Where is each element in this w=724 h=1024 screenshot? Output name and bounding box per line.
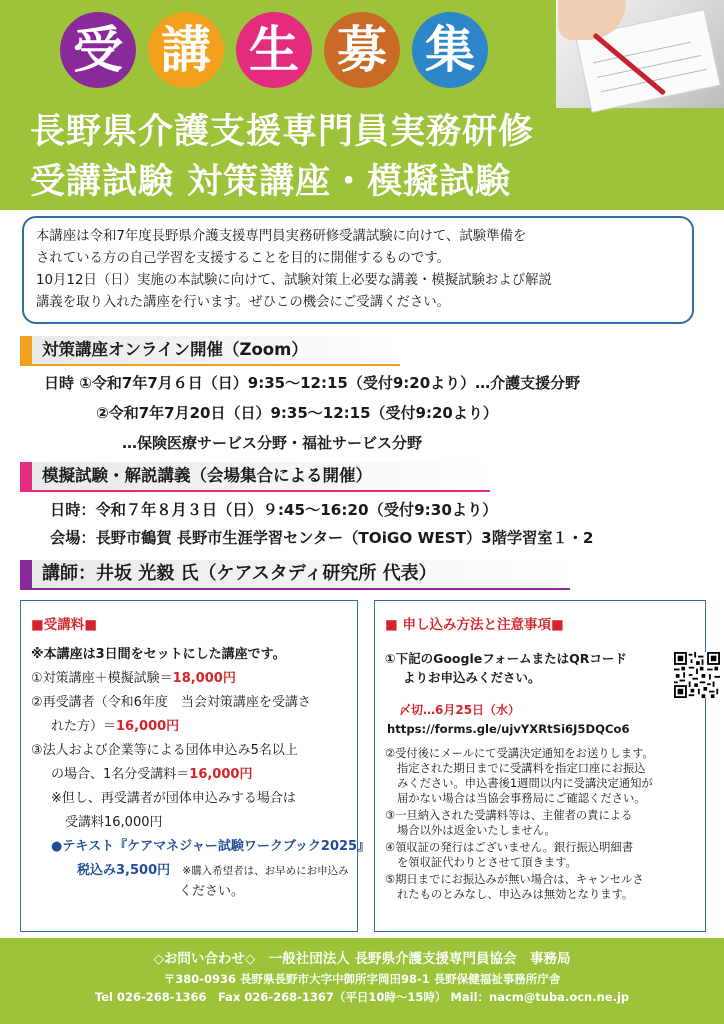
textbook-price-row (31, 859, 347, 883)
section-underline (20, 364, 400, 366)
section-lecturer-heading (20, 560, 570, 588)
section-marker (20, 560, 32, 588)
online-date-1: 日時 ①令和7年7月６日（日）9:35～12:15（受付9:20より）…介護支援分野 (44, 374, 581, 392)
fee-item-1: ①対策講座＋模擬試験＝18,000円 (31, 671, 236, 686)
mock-exam-date: 日時：令和７年８月３日（日）９:45～16:20（受付9:30より） (50, 501, 498, 519)
intro-line: されている方の自己学習を支援することを目的に開催するものです。 (36, 251, 451, 266)
textbook-note-cont: ください。 (179, 884, 245, 899)
fee-item-2: ②再受講者（令和6年度 当会対策講座を受講さ (31, 695, 311, 710)
badge-3: 生 (236, 12, 312, 88)
fee-item-3-note-cont: 受講料16,000円 (65, 815, 163, 830)
textbook-name: ●テキスト『ケアマネジャー試験ワークブック2025』 (51, 839, 371, 854)
fee-item-2-cont: れた方）＝16,000円 (51, 719, 180, 734)
section-online-heading (20, 336, 400, 364)
badge-4: 募 (324, 12, 400, 88)
textbook-note: ※購入希望者は、お早めにお申込み (182, 865, 349, 877)
contact-address: 〒380-0936 長野県長野市大字中御所字岡田98-1 長野保健福祉事務所庁舎 (163, 972, 561, 986)
application-note: ④領収証の発行はございません。銀行振込明細書 を領収証代わりとさせて頂きます。 (385, 841, 634, 869)
qr-code-icon[interactable] (674, 652, 720, 698)
section-mock-exam-heading (20, 462, 490, 490)
application-note: ②受付後にメールにて受講決定通知をお送りします。 指定された期日までに受講料を指定口座にお振込 みください。申込書後1週間以内に受講決定通知が 届かない場合は当協会事務局にご確認ください。 (385, 747, 654, 805)
badge-2: 講 (148, 12, 224, 88)
intro-box (22, 216, 694, 324)
fee-note: ※本講座は3日間をセットにした講座です。 (31, 647, 286, 662)
mock-exam-venue: 会場：長野市鶴賀 長野市生涯学習センター（TOiGO WEST）3階学習室１・2 (50, 529, 594, 547)
contact-footer (0, 938, 724, 1024)
application-note: ⑤期日までにお振込みが無い場合は、キャンセルさ れたものとみなし、申込みは無効となります。 (385, 873, 644, 901)
fee-price: 16,000円 (116, 719, 180, 734)
section-title: 対策講座オンライン開催（Zoom） (42, 340, 308, 359)
application-step-1: ①下記のGoogleフォームまたはQRコード (385, 651, 627, 666)
contact-heading: ◇お問い合わせ◇ 一般社団法人 長野県介護支援専門員協会 事務局 (153, 951, 571, 967)
badge-5: 集 (412, 12, 488, 88)
section-title: 講師：井坂 光毅 氏（ケアスタディ研究所 代表） (42, 563, 437, 584)
textbook-price: 税込み3,500円 (77, 863, 171, 878)
online-date-2-topic: …保険医療サービス分野・福祉サービス分野 (122, 434, 423, 452)
online-date-2: ②令和7年7月20日（日）9:35～12:15（受付9:20より） (96, 404, 498, 422)
google-form-link[interactable]: https://forms.gle/ujvYXRtSi6J5DQCo6 (387, 722, 630, 736)
intro-line: 10月12日（日）実施の本試験に向けて、試験対策上必要な講義・模擬試験および解説 (36, 273, 552, 288)
fee-price: 18,000円 (172, 671, 236, 686)
application-title: ■ 申し込み方法と注意事項■ (385, 617, 564, 633)
fee-title: ■受講料■ (31, 617, 98, 633)
intro-line: 講義を取り入れた講座を行います。ぜひこの機会にご受講ください。 (36, 295, 451, 310)
badge-1: 受 (60, 12, 136, 88)
fee-box (20, 600, 371, 932)
application-deadline: 〆切…6月25日（水） (399, 703, 521, 717)
application-note: ③一旦納入された受講料等は、主催者の責による 場合以外は返金いたしません。 (385, 809, 633, 837)
section-underline (20, 490, 490, 492)
fee-price: 16,000円 (189, 767, 253, 782)
application-box (374, 600, 706, 932)
fee-item-3: ③法人および企業等による団体申込み5名以上 (31, 743, 298, 758)
section-marker (20, 336, 32, 364)
fee-item-3-note: ※但し、再受講者が団体申込みする場合は (51, 791, 296, 806)
header-banner (0, 0, 724, 210)
studying-photo (556, 0, 724, 108)
intro-line: 本講座は令和7年度長野県介護支援専門員実務研修受講試験に向けて、試験準備を (36, 229, 527, 244)
fee-item-3-cont: の場合、1名分受講料＝16,000円 (51, 767, 253, 782)
application-step-1-cont: よりお申込みください。 (403, 670, 541, 685)
section-marker (20, 462, 32, 490)
section-title: 模擬試験・解説講義（会場集合による開催） (42, 466, 372, 485)
sub-title: 受講試験 対策講座・模擬試験 (30, 162, 512, 202)
section-underline (20, 588, 570, 590)
contact-phone-mail: Tel 026-268-1366 Fax 026-268-1367（平日10時～15時） Mail：nacm@tuba.ocn.ne.jp (94, 990, 630, 1004)
main-title: 長野県介護支援専門員実務研修 (30, 112, 535, 152)
